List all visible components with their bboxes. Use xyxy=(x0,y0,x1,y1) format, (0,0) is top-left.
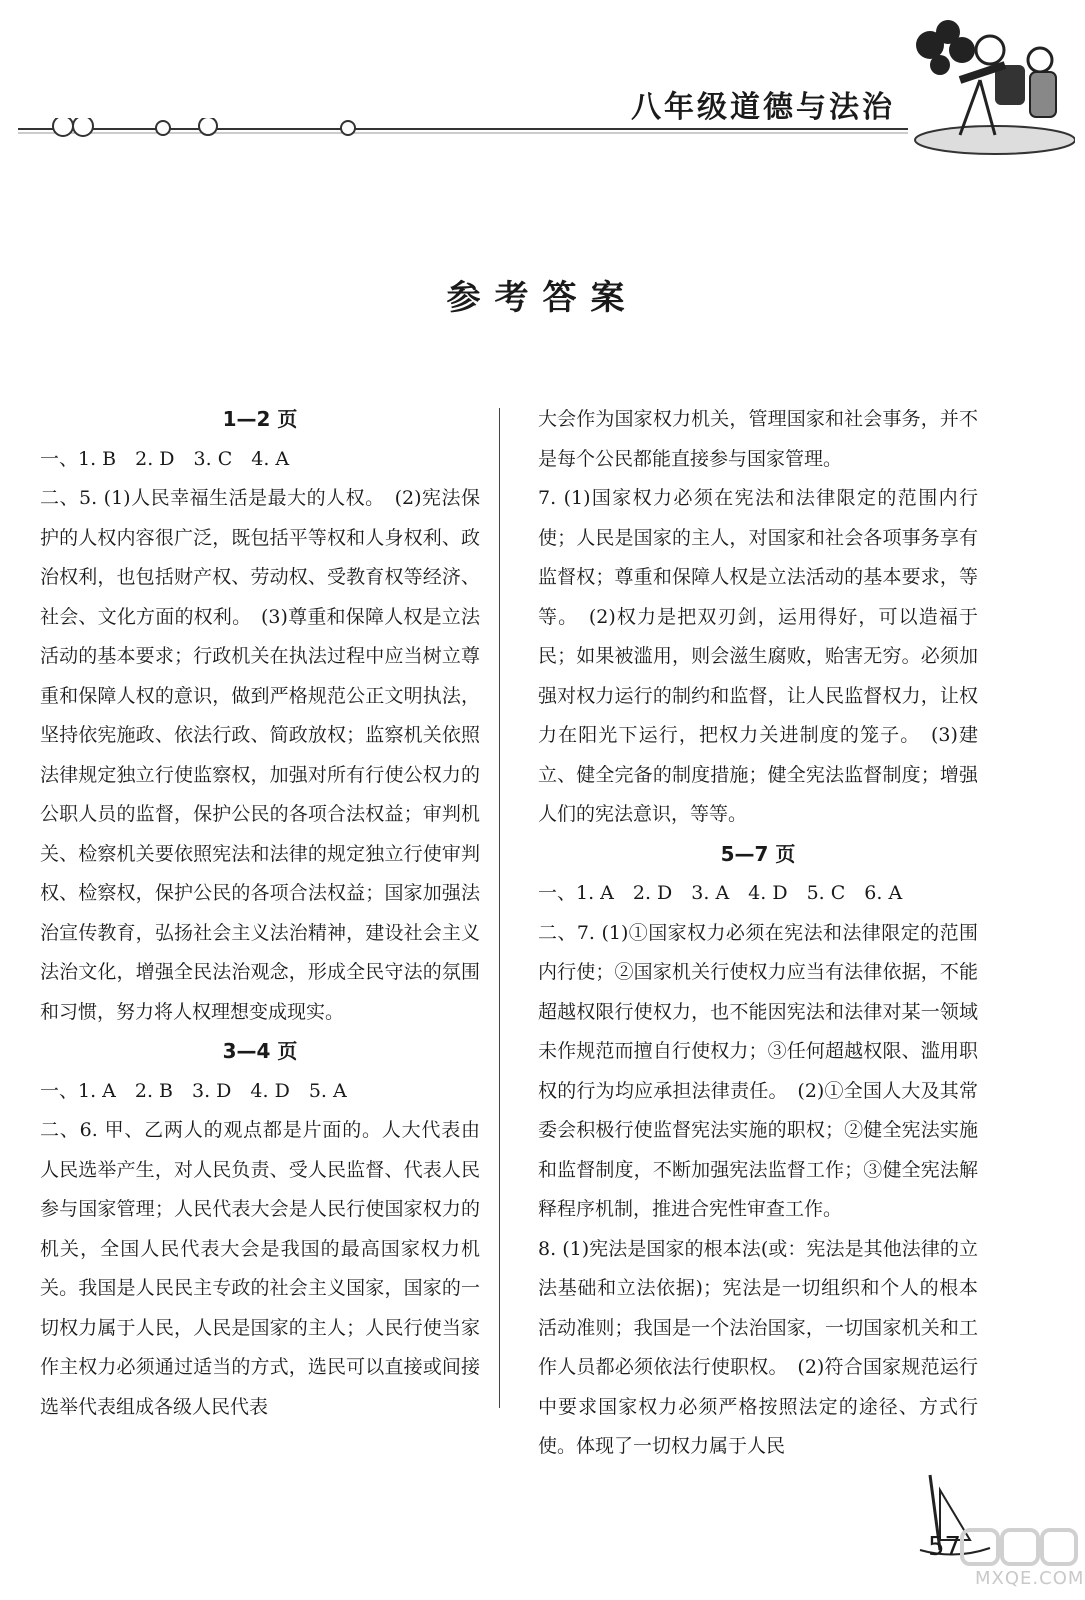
section-heading: 5—7 页 xyxy=(720,841,796,866)
answer-paragraph: 8. (1)宪法是国家的根本法(或：宪法是其他法律的立法基础和立法依据)；宪法是一切组织和个人的根本活动准则；我国是一个法治国家，一切国家机关和工作人员都必须依法行使职权。 (2)符合国家规范运行中要求国家权力必须严格按照法定的途径、方式行使。体现了一切权力属于人民 xyxy=(538,1237,978,1457)
answer-paragraph: 二、7. (1)①国家权力必须在宪法和法律限定的范围内行使；②国家机关行使权力应当有法律依据，不能超越权限行使权力，也不能因宪法和法律对某一领域未作规范而擅自行使权力；③任何超越权限、滥用职权的行为均应承担法律责任。 (2)①全国人大及其常委会积极行使监督宪法实施的职权；②健全宪法实施和监督制度，不断加强宪法监督工作；③健全宪法解释程序机制，推进合宪性审查工作。 xyxy=(538,921,978,1220)
kids-with-telescope-icon xyxy=(900,10,1075,160)
answer-paragraph: 二、6. 甲、乙两人的观点都是片面的。人大代表由人民选举产生，对人民负责、受人民监督、代表人民参与国家管理；人民代表大会是人民行使国家权力的机关，全国人民代表大会是我国的最高国家权力机关。我国是人民民主专政的社会主义国家，国家的一切权力属于人民，人民是国家的主人；人民行使当家作主权力必须通过适当的方式，选民可以直接或间接选举代表组成各级人民代表 xyxy=(40,1119,480,1418)
answer-line: 一、1. A 2. B 3. D 4. D 5. A xyxy=(40,1079,347,1102)
page-number: 57 xyxy=(928,1532,962,1562)
page-header xyxy=(0,0,1085,160)
header-title: 八年级道德与法治 xyxy=(631,90,895,125)
page-title: 参考答案 xyxy=(446,278,639,318)
right-column xyxy=(538,400,978,1467)
answer-line: 一、1. A 2. D 3. A 4. D 5. C 6. A xyxy=(538,882,903,904)
section-heading: 1—2 页 xyxy=(222,407,298,431)
answer-paragraph: 二、5. (1)人民幸福生活是最大的人权。 (2)宪法保护的人权内容很广泛，既包括平等权和人身权利、政治权利，也包括财产权、劳动权、受教育权等经济、社会、文化方面的权利。 (3)尊重和保障人权是立法活动的基本要求；行政机关在执法过程中应当树立尊重和保障人权的意识，做到严格规范公正文明执法，坚持依宪施政、依法行政、简政放权；监察机关依照法律规定独立行使监察权，加强对所有行使公权力的公职人员的监督，保护公民的各项合法权益；审判机关、检察机关要依照宪法和法律的规定独立行使审判权、检察权，保护公民的各项合法权益；国家加强法治宣传教育，弘扬社会主义法治精神，建设社会主义法治文化，增强全民法治观念，形成全民守法的氛围和习惯，努力将人权理想变成现实。 xyxy=(40,487,480,1023)
left-column xyxy=(40,400,480,1427)
answer-paragraph: 大会作为国家权力机关，管理国家和社会事务，并不是每个公民都能直接参与国家管理。 xyxy=(538,408,978,470)
answer-line: 一、1. B 2. D 3. C 4. A xyxy=(40,447,290,470)
column-divider xyxy=(499,408,500,1408)
section-heading: 3—4 页 xyxy=(222,1039,298,1063)
answer-paragraph: 7. (1)国家权力必须在宪法和法律限定的范围内行使；人民是国家的主人，对国家和社会各项事务享有监督权；尊重和保障人权是立法活动的基本要求，等等。 (2)权力是把双刃剑，运用得好，可以造福于民；如果被滥用，则会滋生腐败，贻害无穷。必须加强对权力运行的制约和监督，让人民监督权力，让权力在阳光下运行，把权力关进制度的笼子。 (3)建立、健全完备的制度措施；健全宪法监督制度；增强人们的宪法意识，等等。 xyxy=(538,487,978,825)
watermark-text: MXQE.COM xyxy=(975,1568,1085,1589)
